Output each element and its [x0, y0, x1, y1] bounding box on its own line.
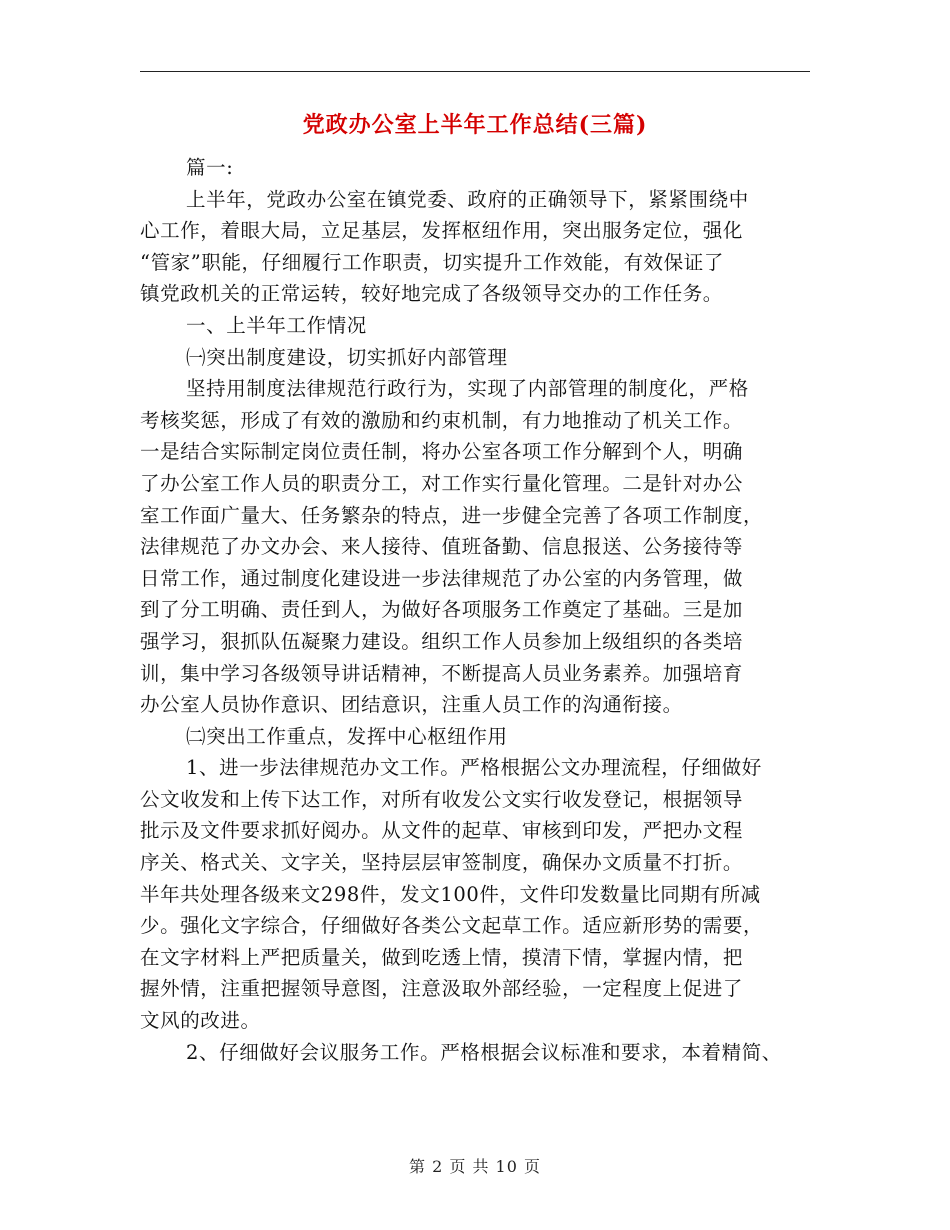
text-line: 序关、格式关、文字关，坚持层层审签制度，确保办文质量不打折。	[140, 851, 744, 875]
text-line: 半年共处理各级来文298件，发文100件，文件印发数量比同期有所减	[140, 882, 761, 906]
text-line: 上半年，党政办公室在镇党委、政府的正确领导下，紧紧围绕中	[186, 187, 749, 211]
text-line: 考核奖惩，形成了有效的激励和约束机制，有力地推动了机关工作。	[140, 408, 744, 432]
text-line: 室工作面广量大、任务繁杂的特点，进一步健全完善了各项工作制度，	[140, 503, 764, 527]
text-line: 批示及文件要求抓好阅办。从文件的起草、审核到印发，严把办文程	[140, 819, 744, 843]
text-line: 心工作，着眼大局，立足基层，发挥枢纽作用，突出服务定位，强化	[140, 219, 744, 243]
text-line: 一、上半年工作情况	[186, 313, 367, 337]
text-line: 法律规范了办文办会、来人接待、值班备勤、信息报送、公务接待等	[140, 535, 744, 559]
text-line: 少。强化文字综合，仔细做好各类公文起草工作。适应新形势的需要，	[140, 914, 764, 938]
page-footer: 第 2 页 共 10 页	[409, 1157, 541, 1176]
text-line: 强学习，狠抓队伍凝聚力建设。组织工作人员参加上级组织的各类培	[140, 629, 744, 653]
header-rule	[140, 71, 810, 72]
text-line: 1、进一步法律规范办文工作。严格根据公文办理流程，仔细做好	[186, 756, 762, 780]
text-line: 训，集中学习各级领导讲话精神，不断提高人员业务素养。加强培育	[140, 661, 744, 685]
text-line: 坚持用制度法律规范行政行为，实现了内部管理的制度化，严格	[186, 377, 749, 401]
text-line: ㈠突出制度建设，切实抓好内部管理	[186, 345, 508, 369]
text-line: 文风的改进。	[140, 1009, 261, 1033]
text-line: 了办公室工作人员的职责分工，对工作实行量化管理。二是针对办公	[140, 471, 744, 495]
document-title: 党政办公室上半年工作总结(三篇)	[302, 112, 648, 138]
text-line: 到了分工明确、责任到人，为做好各项服务工作奠定了基础。三是加	[140, 598, 744, 622]
text-line: 在文字材料上严把质量关，做到吃透上情，摸清下情，掌握内情，把	[140, 945, 744, 969]
text-line: “管家”职能，仔细履行工作职责，切实提升工作效能，有效保证了	[140, 250, 724, 274]
text-line: 一是结合实际制定岗位责任制，将办公室各项工作分解到个人，明确	[140, 440, 744, 464]
document-body	[140, 152, 830, 1068]
text-line: 握外情，注重把握领导意图，注意汲取外部经验，一定程度上促进了	[140, 977, 744, 1001]
text-line: ㈡突出工作重点，发挥中心枢纽作用	[186, 724, 508, 748]
text-line: 办公室人员协作意识、团结意识，注重人员工作的沟通衔接。	[140, 693, 683, 717]
text-line: 篇一:	[186, 156, 234, 179]
text-line: 日常工作，通过制度化建设进一步法律规范了办公室的内务管理，做	[140, 566, 744, 590]
text-line: 公文收发和上传下达工作，对所有收发公文实行收发登记，根据领导	[140, 787, 744, 811]
text-line: 2、仔细做好会议服务工作。严格根据会议标准和要求，本着精简、	[186, 1040, 782, 1064]
text-line: 镇党政机关的正常运转，较好地完成了各级领导交办的工作任务。	[140, 282, 723, 306]
